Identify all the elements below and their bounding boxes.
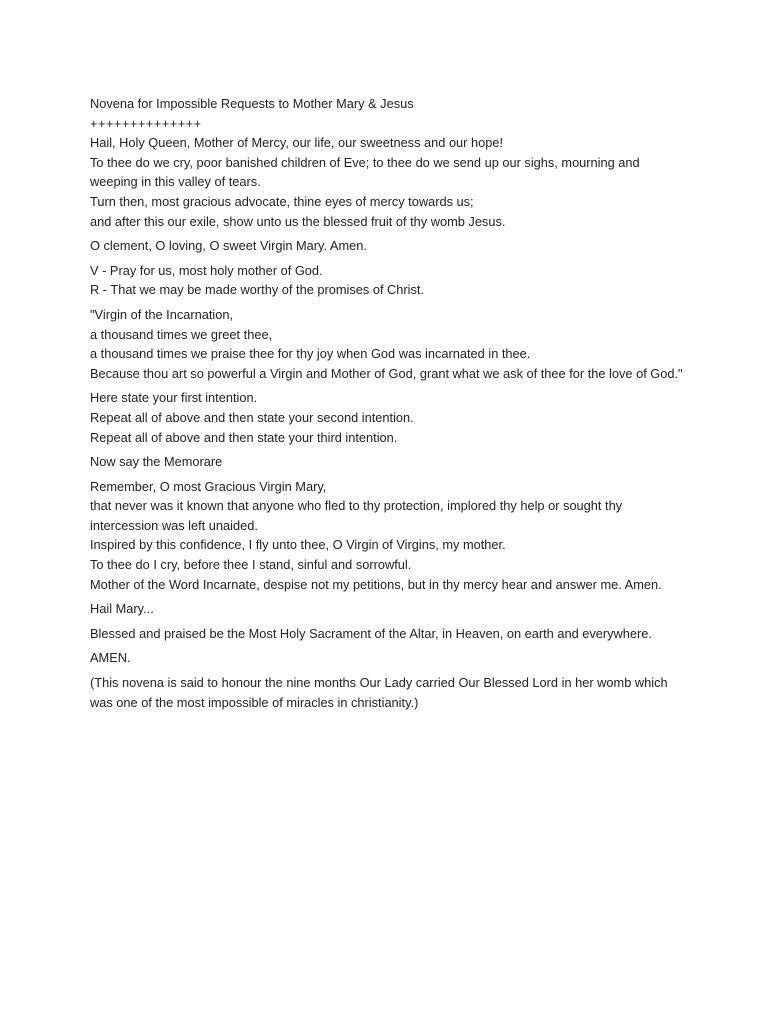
text-line: Repeat all of above and then state your second intention. <box>90 409 414 425</box>
text-line: (This novena is said to honour the nine months Our Lady carried Our Blessed Lord in her womb which was one of the most impossible of miracles in christianity.) <box>90 675 668 710</box>
text-line: and after this our exile, show unto us the blessed fruit of thy womb Jesus. <box>90 213 506 229</box>
text-line: Because thou art so powerful a Virgin and Mother of God, grant what we ask of thee for the love of God." <box>90 365 683 381</box>
text-line: Now say the Memorare <box>90 454 223 470</box>
paragraph-intentions <box>90 388 690 447</box>
text-line: Hail Mary... <box>90 601 154 617</box>
text-line: AMEN. <box>90 650 131 666</box>
text-line: V - Pray for us, most holy mother of God. <box>90 262 323 278</box>
paragraph-blessed-sacrament <box>90 624 690 644</box>
document-page <box>90 94 690 717</box>
text-line: Hail, Holy Queen, Mother of Mercy, our life, our sweetness and our hope! <box>90 135 504 151</box>
paragraph-versicle-response <box>90 261 690 300</box>
paragraph-note <box>90 673 690 712</box>
title-block <box>90 94 690 133</box>
text-line: Mother of the Word Incarnate, despise not my petitions, but in thy mercy hear and answer me. Amen. <box>90 576 662 592</box>
text-line: a thousand times we greet thee, <box>90 326 273 342</box>
text-line: Repeat all of above and then state your third intention. <box>90 429 398 445</box>
text-line: R - That we may be made worthy of the promises of Christ. <box>90 282 425 298</box>
paragraph-o-clement <box>90 236 690 256</box>
text-line: Turn then, most gracious advocate, thine eyes of mercy towards us; <box>90 193 474 209</box>
text-line: that never was it known that anyone who fled to thy protection, implored thy help or sought thy intercession was left unaided. <box>90 498 623 533</box>
text-line: Here state your first intention. <box>90 390 258 406</box>
text-line: Remember, O most Gracious Virgin Mary, <box>90 478 327 494</box>
text-line: Blessed and praised be the Most Holy Sacrament of the Altar, in Heaven, on earth and everywhere. <box>90 625 652 641</box>
paragraph-memorare <box>90 477 690 595</box>
text-line: O clement, O loving, O sweet Virgin Mary. Amen. <box>90 238 367 254</box>
paragraph-hail-mary <box>90 599 690 619</box>
text-line: To thee do I cry, before thee I stand, sinful and sorrowful. <box>90 557 412 573</box>
separator: ++++++++++++++ <box>90 115 202 131</box>
text-line: To thee do we cry, poor banished children of Eve; to thee do we send up our sighs, mourning and weeping in this valley of tears. <box>90 154 640 190</box>
paragraph-hail-holy-queen <box>90 133 690 231</box>
text-line: Inspired by this confidence, I fly unto thee, O Virgin of Virgins, my mother. <box>90 537 506 553</box>
document-title: Novena for Impossible Requests to Mother Mary & Jesus <box>90 96 414 111</box>
paragraph-now-say <box>90 452 690 472</box>
paragraph-virgin-incarnation <box>90 305 690 383</box>
paragraph-amen <box>90 648 690 668</box>
text-line: "Virgin of the Incarnation, <box>90 306 234 322</box>
text-line: a thousand times we praise thee for thy joy when God was incarnated in thee. <box>90 346 531 362</box>
